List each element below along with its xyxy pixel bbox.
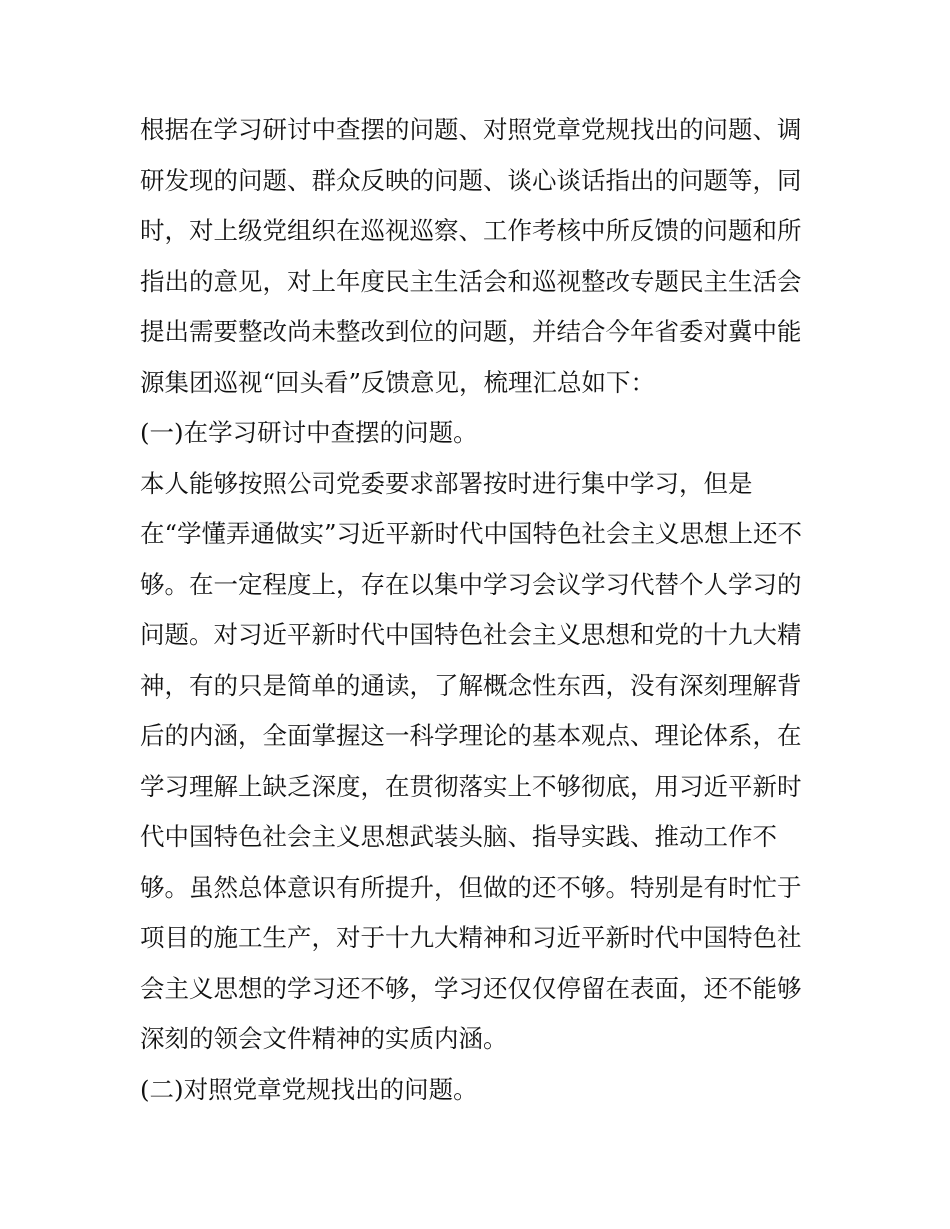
- text-line: 后的内涵，全面掌握这一科学理论的基本观点、理论体系，在: [140, 721, 802, 750]
- text-line: 本人能够按照公司党委要求部署按时进行集中学习，但是: [140, 468, 753, 498]
- text-line: 问题。对习近平新时代中国特色社会主义思想和党的十九大精: [140, 620, 802, 649]
- text-line: 在“学懂弄通做实”习近平新时代中国特色社会主义思想上还不: [140, 519, 803, 548]
- text-line: 学习理解上缺乏深度，在贯彻落实上不够彻底，用习近平新时: [140, 771, 802, 801]
- section-heading-1: (一)在学习研讨中查摆的问题。: [140, 418, 478, 447]
- text-line: 够。在一定程度上，存在以集中学习会议学习代替个人学习的: [140, 569, 802, 599]
- text-line: 时，对上级党组织在巡视巡察、工作考核中所反馈的问题和所: [140, 216, 802, 245]
- document-body: [140, 105, 820, 1115]
- text-line: 会主义思想的学习还不够，学习还仅仅停留在表面，还不能够: [140, 973, 802, 1003]
- text-line: 根据在学习研讨中查摆的问题、对照党章党规找出的问题、调: [140, 115, 802, 144]
- text-line: 研发现的问题、群众反映的问题、谈心谈话指出的问题等，同: [140, 165, 802, 195]
- text-line: 够。虽然总体意识有所提升，但做的还不够。特别是有时忙于: [140, 872, 802, 902]
- text-line: 源集团巡视“回头看”反馈意见，梳理汇总如下：: [140, 367, 656, 397]
- text-line: 指出的意见，对上年度民主生活会和巡视整改专题民主生活会: [140, 266, 802, 296]
- text-line: 提出需要整改尚未整改到位的问题，并结合今年省委对冀中能: [140, 317, 802, 346]
- text-line: 深刻的领会文件精神的实质内涵。: [140, 1024, 508, 1053]
- section-heading-2: (二)对照党章党规找出的问题。: [140, 1074, 478, 1104]
- text-line: 代中国特色社会主义思想武装头脑、指导实践、推动工作不: [140, 822, 777, 851]
- text-line: 项目的施工生产，对于十九大精神和习近平新时代中国特色社: [140, 923, 802, 952]
- text-line: 神，有的只是简单的通读，了解概念性东西，没有深刻理解背: [140, 670, 802, 700]
